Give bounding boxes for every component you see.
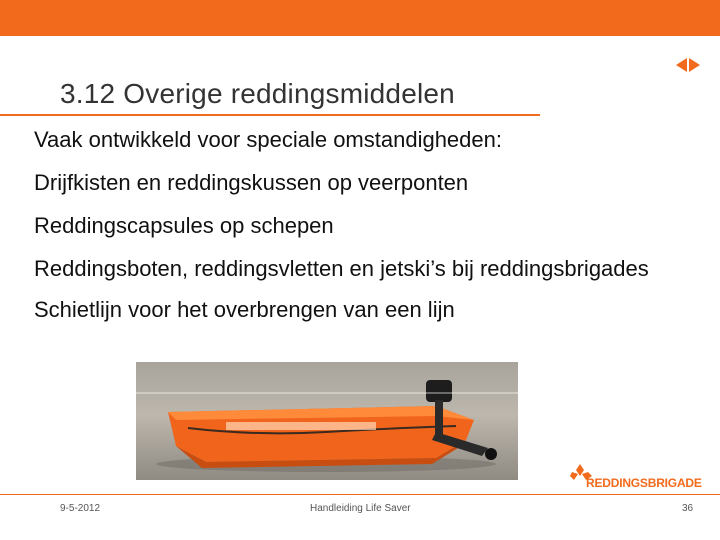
slide-navigation bbox=[676, 58, 700, 72]
reddingsbrigade-logo bbox=[568, 462, 704, 490]
water-reflection bbox=[136, 392, 518, 394]
bullet-item: Reddingscapsules op schepen bbox=[34, 213, 334, 238]
rescue-boat-photo bbox=[136, 362, 518, 480]
next-slide-icon[interactable] bbox=[689, 58, 700, 72]
title-underline bbox=[0, 114, 540, 116]
rescue-boat-icon bbox=[136, 362, 518, 480]
bullet-item: Drijfkisten en reddingskussen op veerponten bbox=[34, 170, 469, 195]
top-accent-bar bbox=[0, 0, 720, 36]
footer-title: Handleiding Life Saver bbox=[310, 503, 411, 514]
page-number: 36 bbox=[682, 503, 694, 514]
footer-date: 9-5-2012 bbox=[60, 503, 101, 514]
slide-title: 3.12 Overige reddingsmiddelen bbox=[60, 78, 455, 109]
bullet-item: Schietlijn voor het overbrengen van een lijn bbox=[34, 297, 455, 322]
logo-text: REDDINGSBRIGADE bbox=[586, 476, 702, 490]
bullet-item: Reddingsboten, reddingsvletten en jetski’s bij reddingsbrigades bbox=[34, 256, 649, 281]
footer-divider bbox=[0, 494, 720, 495]
bullet-item: Vaak ontwikkeld voor speciale omstandigheden: bbox=[34, 127, 502, 152]
bullet-list bbox=[34, 126, 674, 339]
previous-slide-icon[interactable] bbox=[676, 58, 687, 72]
